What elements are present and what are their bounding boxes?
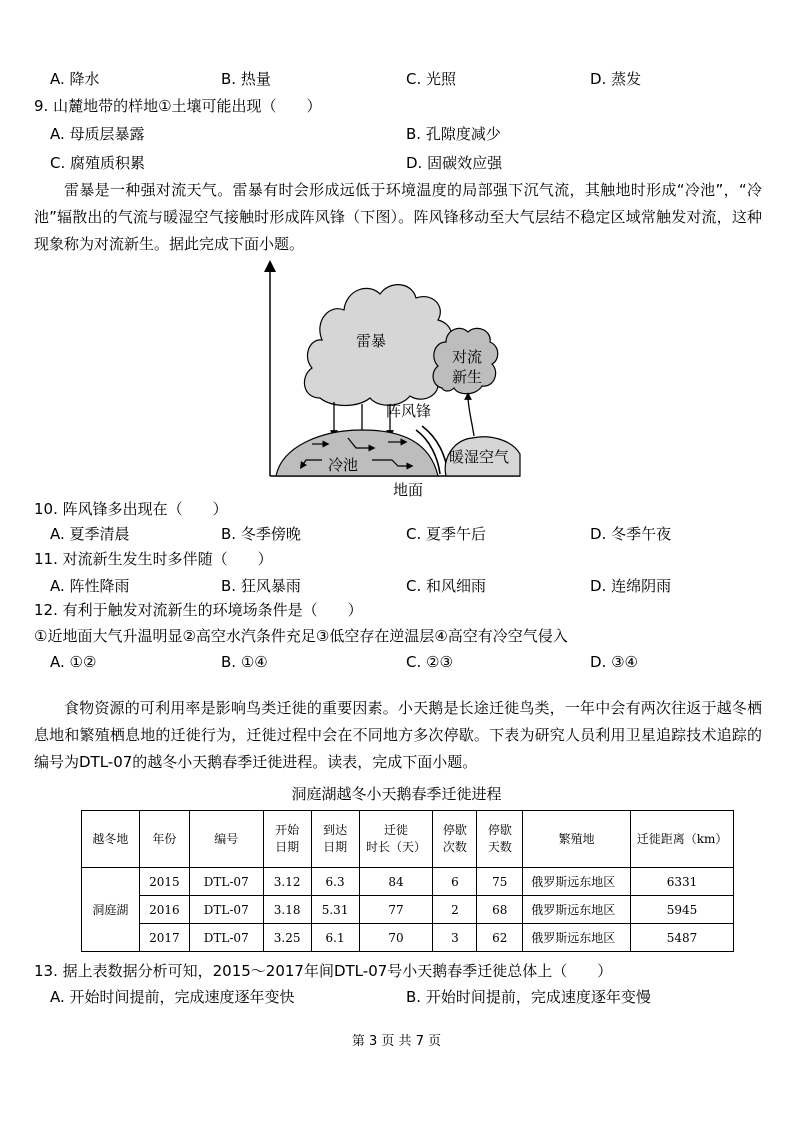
cell-breeding-site: 俄罗斯远东地区 (523, 868, 631, 896)
table-row (82, 868, 734, 896)
page-footer: 第 3 页 共 7 页 (351, 1034, 442, 1049)
col-header-duration: 迁徙 时长（天） (359, 811, 433, 868)
q11-option-b: B. 狂风暴雨 (221, 577, 301, 595)
cold-pool-label: 冷池 (328, 456, 359, 474)
q13-option-a: A. 开始时间提前，完成速度逐年变快 (50, 988, 295, 1006)
q10-stem: 10. 阵风锋多出现在（ ） (34, 500, 228, 518)
cell-stop-count: 6 (433, 868, 477, 896)
q12-option-b: B. ①④ (221, 653, 268, 671)
q12-option-c: C. ②③ (406, 653, 453, 671)
q10-option-b: B. 冬季傍晚 (221, 525, 301, 543)
cell-duration: 70 (359, 924, 433, 952)
cell-breeding-site: 俄罗斯远东地区 (523, 924, 631, 952)
q10-option-a: A. 夏季清晨 (50, 525, 130, 543)
cell-stop-days: 62 (477, 924, 523, 952)
thunderstorm-label: 雷暴 (356, 332, 387, 350)
table-row (82, 896, 734, 924)
q11-stem: 11. 对流新生发生时多伴随（ ） (34, 550, 273, 568)
gust-front-label: 阵风锋 (386, 402, 432, 420)
col-header-stop-count: 停歇 次数 (433, 811, 477, 868)
new-convection-label-1: 对流 (452, 348, 483, 366)
cell-start-date: 3.25 (263, 924, 311, 952)
cell-year: 2016 (139, 896, 189, 924)
cell-start-date: 3.18 (263, 896, 311, 924)
table-header-row (82, 811, 734, 868)
cell-duration: 77 (359, 896, 433, 924)
cell-year: 2017 (139, 924, 189, 952)
col-header-id: 编号 (189, 811, 263, 868)
cell-duration: 84 (359, 868, 433, 896)
q9-stem: 9. 山麓地带的样地①土壤可能出现（ ） (34, 97, 322, 115)
q12-option-d: D. ③④ (590, 653, 638, 671)
q8-option-d: D. 蒸发 (590, 70, 642, 88)
cell-breeding-site: 俄罗斯远东地区 (523, 896, 631, 924)
cell-id: DTL-07 (189, 924, 263, 952)
q8-option-c: C. 光照 (406, 70, 457, 88)
cell-year: 2015 (139, 868, 189, 896)
cell-stop-count: 3 (433, 924, 477, 952)
cell-arrival-date: 6.3 (311, 868, 359, 896)
q11-option-a: A. 阵性降雨 (50, 577, 130, 595)
cell-stop-count: 2 (433, 896, 477, 924)
q9-option-a: A. 母质层暴露 (50, 125, 145, 143)
q8-option-a: A. 降水 (50, 70, 100, 88)
q8-option-b: B. 热量 (221, 70, 271, 88)
q9-option-d: D. 固碳效应强 (406, 154, 503, 172)
wintering-site-cell: 洞庭湖 (82, 868, 140, 952)
q11-option-c: C. 和风细雨 (406, 577, 487, 595)
migration-table (81, 810, 734, 952)
passage-thunderstorm: 雷暴是一种强对流天气。雷暴有时会形成远低于环境温度的局部强下沉气流，其触地时形成“冷池”，“冷池”辐散出的气流与暖湿空气接触时形成阵风锋（下图）。阵风锋移动至大气层结不稳定区域常触发对流，这种现象称为对流新生。据此完成下面小题。 (34, 181, 762, 253)
cell-arrival-date: 6.1 (311, 924, 359, 952)
q11-option-d: D. 连绵阴雨 (590, 577, 672, 595)
cell-distance: 6331 (631, 868, 734, 896)
cell-arrival-date: 5.31 (311, 896, 359, 924)
gust-front-diagram (262, 258, 522, 498)
q13-stem: 13. 据上表数据分析可知，2015～2017年间DTL-07号小天鹅春季迁徙总体上（ ） (34, 962, 613, 980)
q9-option-c: C. 腐殖质积累 (50, 154, 146, 172)
table-caption: 洞庭湖越冬小天鹅春季迁徙进程 (291, 785, 502, 803)
cell-distance: 5945 (631, 896, 734, 924)
col-header-stop-days: 停歇 天数 (477, 811, 523, 868)
ground-label: 地面 (393, 481, 424, 499)
cell-stop-days: 68 (477, 896, 523, 924)
cell-stop-days: 75 (477, 868, 523, 896)
updraft-arrow (468, 396, 474, 436)
q10-option-d: D. 冬季午夜 (590, 525, 672, 543)
new-convection-label-2: 新生 (452, 368, 483, 386)
passage-swan-migration: 食物资源的可利用率是影响鸟类迁徙的重要因素。小天鹅是长途迁徙鸟类，一年中会有两次往返于越冬栖息地和繁殖栖息地的迁徙行为，迁徙过程中会在不同地方多次停歇。下表为研究人员利用卫星追踪技术追踪的编号为DTL-07的越冬小天鹅春季迁徙进程。读表，完成下面小题。 (34, 699, 762, 771)
cell-id: DTL-07 (189, 868, 263, 896)
col-header-start-date: 开始 日期 (263, 811, 311, 868)
col-header-wintering-site: 越冬地 (82, 811, 140, 868)
col-header-year: 年份 (139, 811, 189, 868)
cell-start-date: 3.12 (263, 868, 311, 896)
col-header-distance: 迁徙距离（km） (631, 811, 734, 868)
q13-option-b: B. 开始时间提前，完成速度逐年变慢 (406, 988, 651, 1006)
q9-option-b: B. 孔隙度减少 (406, 125, 501, 143)
q12-stem: 12. 有利于触发对流新生的环境场条件是（ ） (34, 601, 363, 619)
cell-id: DTL-07 (189, 896, 263, 924)
q12-option-a: A. ①② (50, 653, 97, 671)
cell-distance: 5487 (631, 924, 734, 952)
q10-option-c: C. 夏季午后 (406, 525, 487, 543)
table-row (82, 924, 734, 952)
warm-moist-air-label: 暖湿空气 (449, 448, 510, 466)
q12-conditions: ①近地面大气升温明显②高空水汽条件充足③低空存在逆温层④高空有冷空气侵入 (34, 627, 568, 645)
col-header-arrival-date: 到达 日期 (311, 811, 359, 868)
col-header-breeding-site: 繁殖地 (523, 811, 631, 868)
